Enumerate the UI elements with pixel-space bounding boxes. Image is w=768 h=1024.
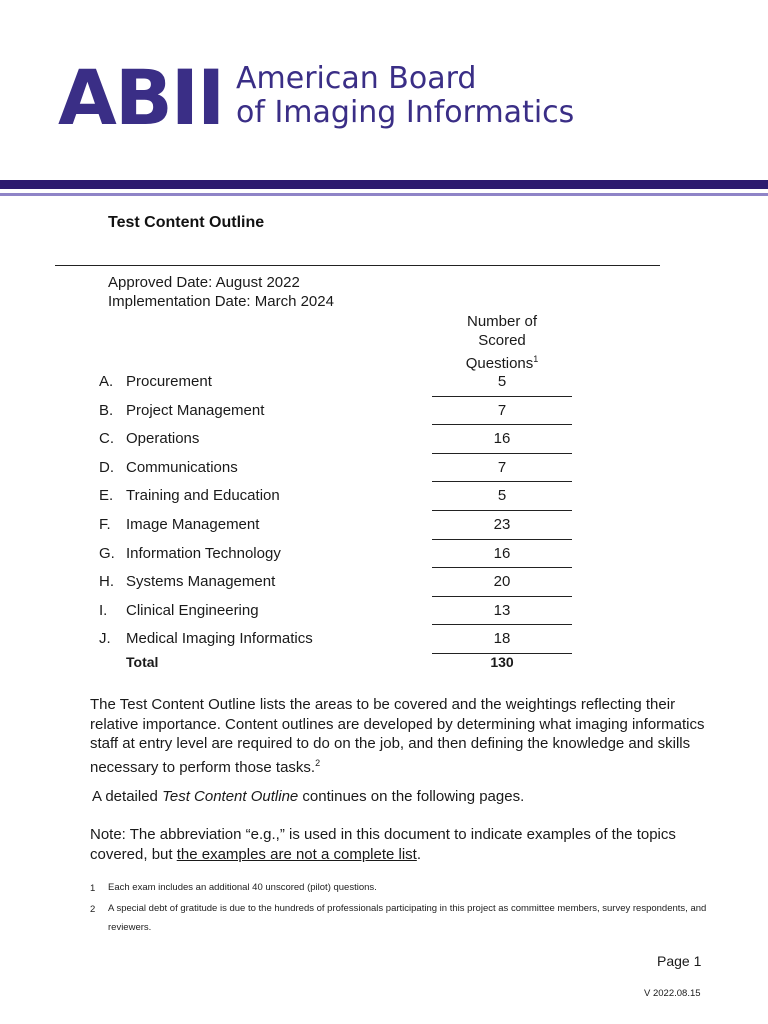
row-letter: B. — [99, 401, 114, 419]
implementation-date: Implementation Date: March 2024 — [108, 293, 334, 310]
footnote-1-text: Each exam includes an additional 40 unscored (pilot) questions. — [108, 882, 377, 893]
table-row — [0, 568, 768, 597]
row-label: Medical Imaging Informatics — [126, 630, 313, 648]
row-label: Clinical Engineering — [126, 601, 259, 619]
row-letter: E. — [99, 487, 114, 505]
column-header-line-2: Scored — [478, 332, 526, 349]
document-title: Test Content Outline — [108, 214, 265, 231]
note-paragraph — [90, 825, 710, 864]
row-label: Training and Education — [126, 487, 280, 505]
row-value: 20 — [493, 573, 511, 591]
row-value: 5 — [497, 487, 507, 505]
column-header-text: Questions — [465, 355, 534, 372]
header-bar-dark — [0, 180, 768, 189]
table-row — [0, 425, 768, 454]
table-row — [0, 540, 768, 569]
row-label: Procurement — [126, 373, 212, 390]
dates-block — [108, 273, 334, 311]
row-value: 16 — [493, 544, 511, 562]
row-label: Communications — [126, 458, 238, 476]
row-letter: H. — [99, 573, 114, 591]
row-value: 23 — [493, 515, 511, 533]
table-row — [0, 454, 768, 483]
row-label: Information Technology — [126, 544, 281, 562]
table-row — [0, 397, 768, 426]
row-letter: I. — [99, 601, 108, 619]
logo-name-line-2: of Imaging Informatics — [236, 95, 575, 130]
footnote-ref-2: 2 — [315, 757, 321, 768]
table-row — [0, 368, 768, 397]
header-bar-light — [0, 193, 768, 196]
total-label: Total — [126, 654, 159, 670]
row-letter: D. — [99, 458, 114, 476]
row-letter: J. — [99, 630, 111, 648]
row-value: 13 — [493, 601, 511, 619]
logo-mark: ABII — [58, 53, 224, 142]
intro-paragraph — [90, 695, 710, 777]
footnote-ref-1: 1 — [533, 354, 539, 364]
row-letter: F. — [99, 515, 111, 533]
table-row — [0, 597, 768, 626]
row-letter: G. — [99, 544, 115, 562]
total-value: 130 — [490, 654, 514, 670]
row-label: Project Management — [126, 401, 265, 419]
version-label: V 2022.08.15 — [644, 988, 701, 999]
content-table — [0, 368, 768, 654]
column-header-line-1: Number of — [466, 313, 538, 330]
logo-organization-name — [236, 61, 575, 130]
table-row — [0, 625, 768, 654]
table-row — [0, 482, 768, 511]
row-label: Operations — [126, 430, 200, 448]
row-value: 18 — [493, 630, 511, 648]
p2-before: A detailed — [92, 788, 163, 805]
table-row — [0, 511, 768, 540]
row-value: 5 — [497, 373, 507, 390]
continuation-paragraph — [92, 787, 712, 807]
p2-after: continues on the following pages. — [298, 788, 525, 805]
intro-text: The Test Content Outline lists the areas to be covered and the weightings reflecting their relative importance. Content outlines are developed by determining what imaging informatics staff at entry level are required to do on the job, and then defining the knowledge and skills necessary to perform those tasks. — [90, 696, 705, 776]
logo-name-line-1: American Board — [236, 61, 477, 96]
p3-after: . — [416, 845, 422, 863]
row-value: 7 — [497, 401, 507, 419]
title-divider — [55, 265, 660, 266]
row-value: 7 — [497, 458, 507, 476]
row-value: 16 — [493, 430, 511, 448]
column-header-scored-questions — [432, 312, 572, 373]
footnote-1-number: 1 — [90, 883, 96, 894]
p2-italic: Test Content Outline — [162, 788, 299, 805]
approved-date: Approved Date: August 2022 — [108, 274, 300, 291]
footnote-2-number: 2 — [90, 904, 96, 915]
row-label: Image Management — [126, 515, 260, 533]
row-letter: A. — [99, 373, 114, 390]
page-number: Page 1 — [657, 953, 702, 969]
p3-underline: the examples are not a complete list — [176, 845, 417, 863]
row-label: Systems Management — [126, 573, 276, 591]
p3-before: Note: The abbreviation “e.g.,” is used in this document to indicate examples of the topics covered, but — [90, 826, 676, 863]
row-letter: C. — [99, 430, 114, 448]
footnote-2-text: A special debt of gratitude is due to the hundreds of professionals participating in this project as committee members, survey respondents, and reviewers. — [108, 903, 707, 933]
